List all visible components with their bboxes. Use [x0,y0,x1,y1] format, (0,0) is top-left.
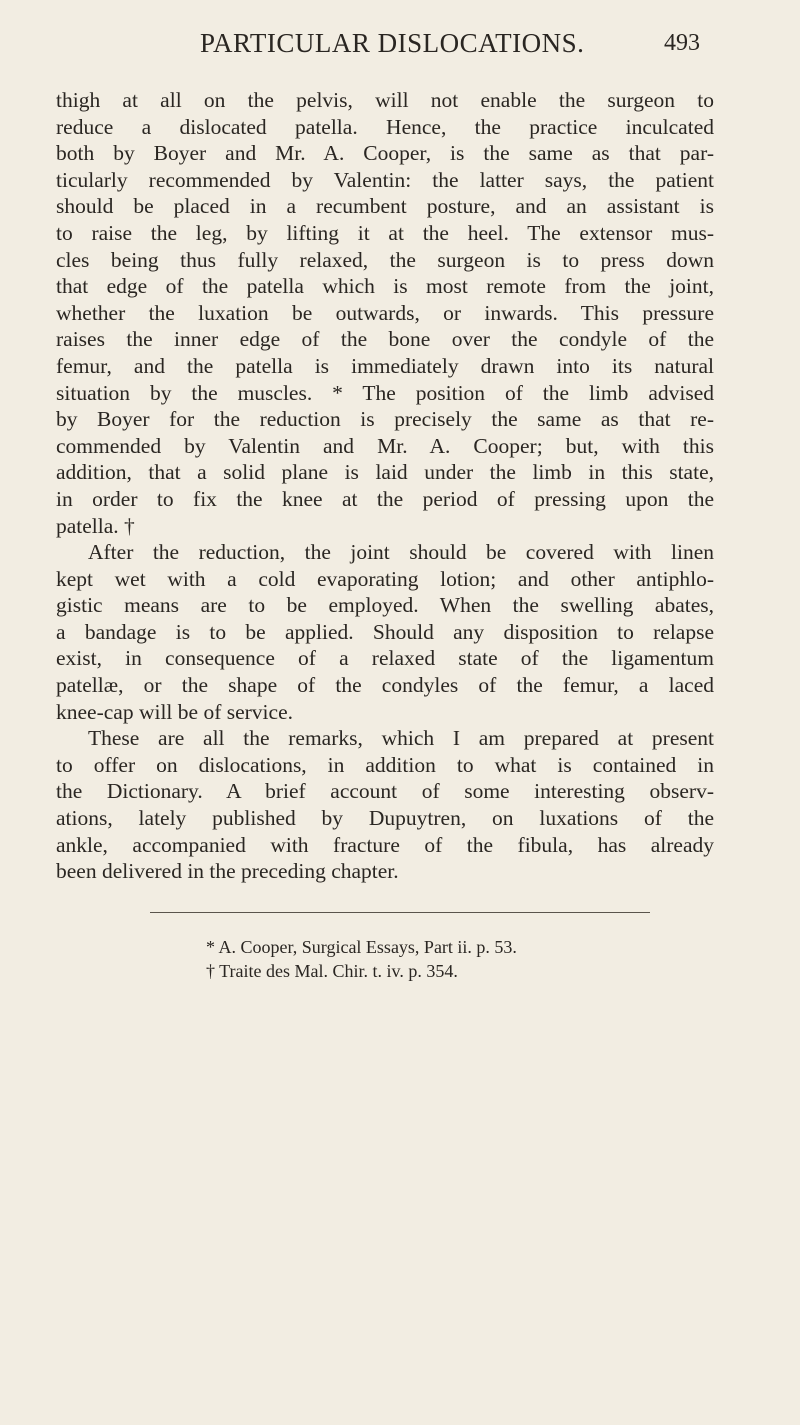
text-line: ticularly recommended by Valentin: the latter says, the patient [56,167,714,192]
text-line: patella. † [56,513,135,538]
text-line: the Dictionary. A brief account of some interesting observ- [56,779,714,804]
text-line: to offer on dislocations, in addition to what is contained in [56,752,714,777]
text-line: reduce a dislocated patella. Hence, the practice inculcated [56,114,714,139]
text-line: whether the luxation be outwards, or inwards. This pressure [56,300,714,325]
text-line: commended by Valentin and Mr. A. Cooper; but, with this [56,433,714,458]
text-line: kept wet with a cold evaporating lotion; and other antiphlo- [56,566,714,591]
paragraph-start-line: These are all the remarks, which I am prepared at present [88,726,714,751]
text-line: a bandage is to be applied. Should any disposition to relapse [56,619,714,644]
running-title: PARTICULAR DISLOCATIONS. [200,28,585,58]
text-line: situation by the muscles. * The position of the limb advised [56,380,714,405]
footnote: † Traite des Mal. Chir. t. iv. p. 354. [206,961,458,981]
text-line: both by Boyer and Mr. A. Cooper, is the same as that par- [56,141,714,166]
text-line: femur, and the patella is immediately drawn into its natural [56,353,714,378]
text-line: patellæ, or the shape of the condyles of the femur, a laced [56,673,714,698]
text-line: by Boyer for the reduction is precisely the same as that re- [56,407,714,432]
text-line: been delivered in the preceding chapter. [56,859,399,884]
text-line: exist, in consequence of a relaxed state of the ligamentum [56,646,714,671]
footnote-divider [150,912,650,913]
text-line: cles being thus fully relaxed, the surgeon is to press down [56,247,714,272]
paragraph-start-line: After the reduction, the joint should be covered with linen [88,540,714,565]
body-text [56,87,714,885]
text-line: ankle, accompanied with fracture of the fibula, has already [56,832,714,857]
text-line: raises the inner edge of the bone over the condyle of the [56,327,714,352]
page-number: 493 [664,30,700,56]
footnote: * A. Cooper, Surgical Essays, Part ii. p. 53. [206,937,517,957]
text-line: thigh at all on the pelvis, will not enable the surgeon to [56,88,714,112]
text-line: should be placed in a recumbent posture, and an assistant is [56,194,714,219]
text-line: gistic means are to be employed. When the swelling abates, [56,593,714,618]
text-line: that edge of the patella which is most remote from the joint, [56,274,714,299]
running-header [0,28,800,68]
text-line: ations, lately published by Dupuytren, on luxations of the [56,806,714,831]
text-line: addition, that a solid plane is laid under the limb in this state, [56,460,714,485]
text-line: to raise the leg, by lifting it at the heel. The extensor mus- [56,220,714,245]
text-line: knee-cap will be of service. [56,699,293,724]
text-line: in order to fix the knee at the period of pressing upon the [56,486,714,511]
footnotes [206,935,517,983]
